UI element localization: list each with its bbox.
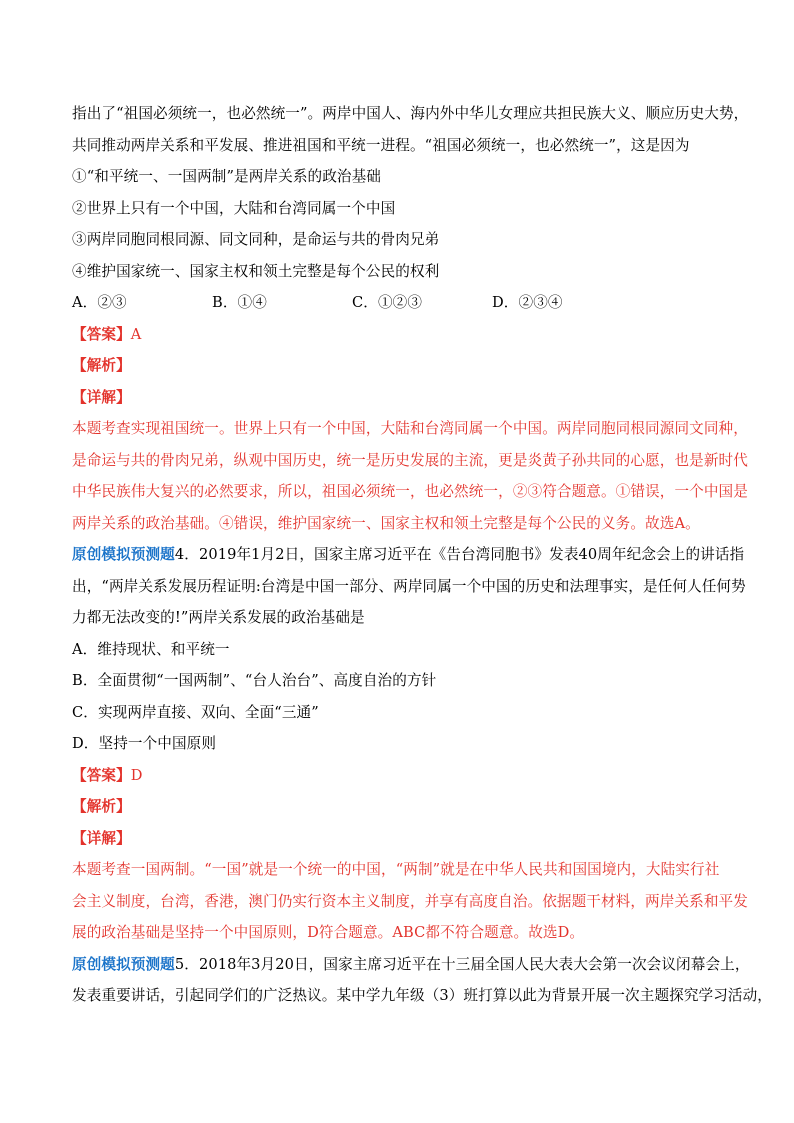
- question-label: 原创模拟预测题: [72, 955, 175, 973]
- answer-label: 【答案】: [72, 325, 131, 343]
- q3-detail-line: 两岸关系的政治基础。④错误，维护国家统一、国家主权和领土完整是每个公民的义务。故选A。: [72, 514, 700, 532]
- q3-statement-1: ①“和平统一、一国两制”是两岸关系的政治基础: [72, 168, 381, 185]
- answer-value: A: [130, 325, 142, 343]
- answer-label: 【答案】: [72, 766, 131, 784]
- q3-text-line: 共同推动两岸关系和平发展、推进祖国和平统一进程。“祖国必须统一，也必然统一”，这是因为: [72, 136, 690, 154]
- q3-statement-4: ④维护国家统一、国家主权和领土完整是每个公民的权利: [72, 262, 440, 280]
- q3-statement-2: ②世界上只有一个中国，大陆和台湾同属一个中国: [72, 199, 396, 217]
- q4-option-a: A．维持现状、和平统一: [72, 640, 230, 658]
- q3-answer: [72, 319, 732, 351]
- q5-heading-line: [72, 949, 750, 981]
- q3-option-a: A．②③: [72, 294, 127, 311]
- q4-text-line: 出，“两岸关系发展历程证明:台湾是中国一部分、两岸同属一个中国的历史和法理事实，是任何人任何势: [72, 577, 746, 595]
- q5-text: 5．2018年3月20日，国家主席习近平在十三届全国人民大表大会第一次会议闭幕会上，: [174, 955, 750, 973]
- q3-options: [72, 287, 732, 319]
- q3-statement-3: ③两岸同胞同根同源、同文同种，是命运与共的骨肉兄弟: [72, 231, 440, 248]
- q4-detail-line: 本题考查一国两制。“一国”就是一个统一的中国，“两制”就是在中华人民共和国国境内，大陆实行社: [72, 861, 720, 878]
- analysis-label: 【解析】: [72, 798, 131, 815]
- q3-option-b: B．①④: [212, 294, 267, 311]
- q5-text-line: 发表重要讲话，引起同学们的广泛热议。某中学九年级（3）班打算以此为背景开展一次主题探究学习活动，: [72, 987, 772, 1004]
- q3-detail-line: 是命运与共的骨肉兄弟，纵观中国历史，统一是历史发展的主流，更是炎黄子孙共同的心愿，也是新时代: [72, 451, 748, 469]
- q4-detail-line: 展的政治基础是坚持一个中国原则，D符合题意。ABC都不符合题意。故选D。: [72, 924, 585, 941]
- q3-detail-line: 本题考查实现祖国统一。世界上只有一个中国，大陆和台湾同属一个中国。两岸同胞同根同源同文同种，: [72, 420, 748, 437]
- analysis-label: 【解析】: [72, 357, 131, 374]
- q3-text-line: 指出了“祖国必须统一，也必然统一”。两岸中国人、海内外中华儿女理应共担民族大义、顺应历史大势，: [72, 105, 749, 122]
- q4-text: 4．2019年1月2日，国家主席习近平在《告台湾同胞书》发表40周年纪念会上的讲话指: [174, 546, 745, 563]
- q4-option-b: B．全面贯彻“一国两制”、“台人治台”、高度自治的方针: [72, 672, 437, 689]
- detail-label: 【详解】: [72, 829, 131, 847]
- q4-detail-line: 会主义制度，台湾，香港，澳门仍实行资本主义制度，并享有高度自治。依据题干材料，两岸关系和平发: [72, 892, 748, 910]
- q4-option-d: D．坚持一个中国原则: [72, 735, 217, 752]
- question-label: 原创模拟预测题: [72, 546, 175, 563]
- q3-option-d: D．②③④: [492, 294, 563, 311]
- q4-answer: [72, 760, 732, 792]
- q4-heading-line: [72, 539, 745, 571]
- answer-value: D: [130, 766, 143, 784]
- detail-label: 【详解】: [72, 388, 131, 406]
- document-page: [72, 98, 772, 1012]
- q4-option-c: C．实现两岸直接、双向、全面“三通”: [72, 703, 319, 721]
- q3-detail-line: 中华民族伟大复兴的必然要求，所以，祖国必须统一，也必然统一，②③符合题意。①错误，一个中国是: [72, 483, 748, 500]
- q3-option-c: C．①②③: [352, 294, 423, 311]
- q4-text-line: 力都无法改变的!”两岸关系发展的政治基础是: [72, 609, 365, 626]
